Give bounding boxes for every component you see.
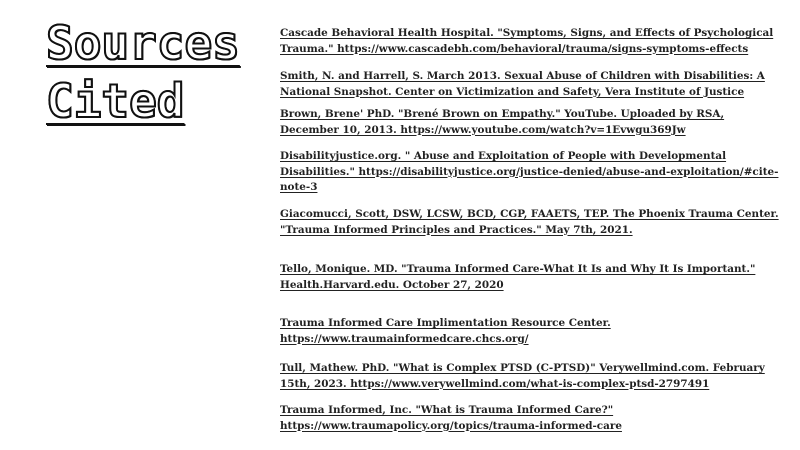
title-line-1: Sources [46,16,240,70]
references-list [280,0,780,450]
reference-item[interactable]: Trauma Informed, Inc. "What is Trauma Informed Care?" https://www.traumapolicy.org/topics/trauma-informed-care [280,404,622,432]
reference-item[interactable]: Cascade Behavioral Health Hospital. "Symptoms, Signs, and Effects of Psychological Trauma." https://www.cascadebh.com/behavioral/trauma/signs-symptoms-effects [280,27,774,55]
reference-item[interactable]: Disabilityjustice.org. " Abuse and Exploitation of People with Developmental Disabilities." https://disabilityjustice.org/justice-denied/abuse-and-exploitation/#cite-note-3 [280,150,779,193]
title-line-2: Cited [46,74,185,128]
reference-item[interactable]: Tull, Mathew. PhD. "What is Complex PTSD (C-PTSD)" Verywellmind.com. February 15th, 2023. https://www.verywellmind.com/what-is-complex-ptsd-2797491 [280,362,765,390]
reference-item[interactable]: Brown, Brene' PhD. "Brené Brown on Empathy." YouTube. Uploaded by RSA, December 10, 2013. https://www.youtube.com/watch?v=1Evwgu369Jw [280,108,725,136]
reference-item[interactable]: Tello, Monique. MD. "Trauma Informed Care-What It Is and Why It Is Important." Health.Harvard.edu. October 27, 2020 [280,263,756,291]
reference-item[interactable]: Giacomucci, Scott, DSW, LCSW, BCD, CGP, FAAETS, TEP. The Phoenix Trauma Center. "Trauma Informed Principles and Practices." May 7th, 2021. [280,208,779,236]
reference-item[interactable]: Smith, N. and Harrell, S. March 2013. Sexual Abuse of Children with Disabilities: A National Snapshot. Center on Victimization and Safety, Vera Institute of Justice [280,70,765,98]
reference-item[interactable]: Trauma Informed Care Implimentation Resource Center. https://www.traumainformedcare.chcs.org/ [280,317,611,345]
page-title [46,14,246,130]
